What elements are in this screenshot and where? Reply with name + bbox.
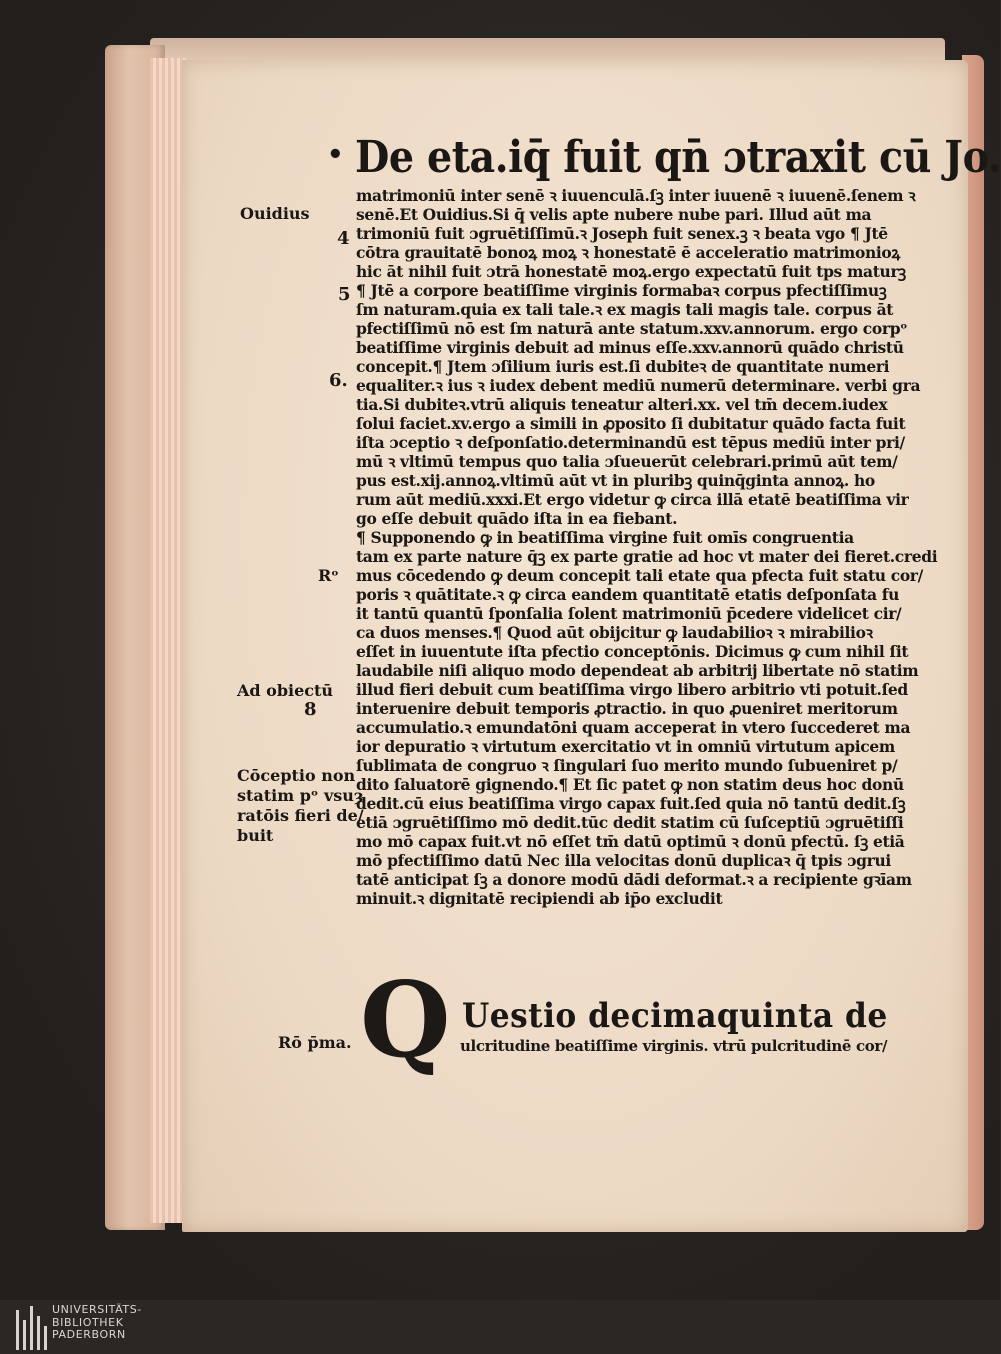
text-line: senē.Et Ouidius.Si q̄ velis apte nubere nube pari. Illud aūt ma (356, 205, 872, 224)
text-line: tatē anticipat ſꝫ a donore modū dādi deformat.ꝛ a recipiente gꝛīam (356, 870, 912, 889)
text-line: ſolui faciet.xv.ergo a simili in ꝓposito ſi dubitatur quādo facta fuit (356, 414, 906, 433)
text-line: eſſet in iuuentute iſta pfectio conceptōnis. Dicimus ꝙ cum nihil ſit (356, 642, 909, 661)
text-line: it tantū quantū ſponſalia ſolent matrimoniū p̄cedere videlicet cir/ (356, 604, 902, 623)
text-line: minuit.ꝛ dignitatē recipiendi ab ip̄o excludit (356, 889, 723, 908)
text-line: etiā ɔgruētiſſimo mō dedit.tūc dedit statim cū ſuſceptiū ɔgruētiſſi (356, 813, 904, 832)
text-line: ¶ Supponendo ꝙ in beatiſſima virgine fuit omīs congruentia (356, 528, 854, 547)
library-name-line1: UNIVERSITÄTS- (52, 1303, 142, 1316)
text-line: tam ex parte nature q̄ꝫ ex parte gratie ad hoc vt mater dei fieret.credi (356, 547, 938, 566)
text-line: dedit.cū eius beatiſſima virgo capax fuit.ſed quia nō tantū dedit.ſꝫ (356, 794, 906, 813)
text-line: illud fieri debuit cum beatiſſima virgo libero arbitrio vti potuit.ſed (356, 680, 908, 699)
margin-number-5: 5 (338, 284, 351, 305)
text-line: poris ꝛ quātitate.ꝛ ꝙ circa eandem quantitatē etatis deſponſata fu (356, 585, 900, 604)
text-line: ſm naturam.quia ex tali tale.ꝛ ex magis tali magis tale. corpus āt (356, 300, 894, 319)
text-line: accumulatio.ꝛ emundatōni quam acceperat in vtero ſuccederet ma (356, 718, 911, 737)
text-line: matrimoniū inter senē ꝛ iuuenculā.ſꝫ inter iuuenē ꝛ iuuenē.ſenem ꝛ (356, 186, 916, 205)
book-cover-top-edge (150, 38, 945, 60)
margin-note-conceptio-3: ratōis fieri de/ (237, 806, 364, 825)
header-ornament: • (327, 140, 344, 170)
text-line: mo mō capax fuit.vt nō eſſet tm̄ datū optimū ꝛ donū pfectū. ſꝫ etiā (356, 832, 905, 851)
text-line: interuenire debuit temporis ꝓtractio. in quo ꝓueniret meritorum (356, 699, 898, 718)
text-line: iſta ɔceptio ꝛ deſponſatio.determinandū est tēpus mediū inter pri/ (356, 433, 905, 452)
text-line: ior depuratio ꝛ virtutum exercitatio vt in omniū virtutum apicem (356, 737, 895, 756)
text-line: equaliter.ꝛ ius ꝛ iudex debent mediū numerū determinare. verbi gra (356, 376, 921, 395)
text-line: cōtra grauitatē bonoꝝ moꝝ ꝛ honestatē ē acceleratio matrimonioꝝ (356, 243, 901, 262)
text-line: tia.Si dubiteꝛ.vtrū aliquis teneatur alteri.xx. vel tm̄ decem.iudex (356, 395, 888, 414)
text-line: ¶ Jtē a corpore beatiſſime virginis formabaꝛ corpus pfectiſſimuꝫ (356, 281, 887, 300)
margin-note-ovidius: Ouidius (240, 204, 310, 223)
text-line: ca duos menses.¶ Quod aūt obijcitur ꝙ laudabilioꝛ ꝛ mirabilioꝛ (356, 623, 873, 642)
question-heading: Uestio decimaquinta de (462, 996, 888, 1036)
library-name-line3: PADERBORN (52, 1328, 126, 1341)
margin-note-ad-obiectu: Ad obiectū (237, 681, 334, 700)
margin-number-6: 6. (329, 370, 348, 391)
text-line: mus cōcedendo ꝙ deum concepit tali etate qua pfecta fuit statu cor/ (356, 566, 923, 585)
text-line: pus est.xij.annoꝝ.vltimū aūt vt in pluribꝫ quinq̄ginta annoꝝ. ho (356, 471, 875, 490)
text-line: rum aūt mediū.xxxi.Et ergo videtur ꝙ circa illā etatē beatiſſima vir (356, 490, 909, 509)
decorated-initial: Q (360, 958, 451, 1081)
library-logo-icon (16, 1306, 56, 1350)
text-line: dito ſaluatorē gignendo.¶ Et ſic patet ꝙ non statim deus hoc donū (356, 775, 904, 794)
margin-number-8: 8 (304, 699, 317, 720)
text-line: hic āt nihil fuit ɔtrā honestatē moꝝ.ergo expectatū fuit tps maturꝫ (356, 262, 906, 281)
text-line: ſublimata de congruo ꝛ ſingulari ſuo merito mundo ſubueniret p/ (356, 756, 898, 775)
text-line: mō pfectiſſimo datū Nec illa velocitas donū duplicaꝛ q̄ tpis ɔgrui (356, 851, 891, 870)
margin-note-conceptio-1: Cōceptio non (237, 766, 356, 785)
question-heading-line2: ulcritudine beatiſſime virginis. vtrū pulcritudinē cor/ (460, 1037, 888, 1055)
margin-note-conceptio-2: statim pᵒ vsuȝ (237, 786, 364, 805)
margin-note-ro-prima: Rō p̄ma. (278, 1033, 352, 1052)
library-footer (0, 1300, 1000, 1354)
margin-note-responsio: Rᵒ (318, 566, 339, 585)
library-name-line2: BIBLIOTHEK (52, 1315, 124, 1329)
library-name (52, 1304, 142, 1342)
text-line: mū ꝛ vltimū tempus quo talia ɔſueuerūt celebrari.primū aūt tem/ (356, 452, 898, 471)
text-line: go eſſe debuit quādo iſta in ea fiebant. (356, 509, 678, 528)
text-line: beatiſſime virginis debuit ad minus eſſe.xxv.annorū quādo christū (356, 338, 904, 357)
text-line: pfectiſſimū nō est ſm naturā ante statum.xxv.annorum. ergo corpᵒ (356, 319, 908, 338)
text-line: trimoniū fuit ɔgruētiſſimū.ꝛ Joseph fuit senex.ꝫ ꝛ beata vgo ¶ Jtē (356, 224, 888, 243)
text-line: concepit.¶ Jtem ɔſilium iuris est.ſi dubiteꝛ de quantitate numeri (356, 357, 890, 376)
margin-note-conceptio-4: buit (237, 826, 274, 845)
margin-number-4: 4 (337, 228, 350, 249)
running-title: De eta.iq̄ fuit qn̄ ɔtraxit cū Jo. (355, 132, 1001, 183)
text-line: laudabile niſi aliquo modo dependeat ab arbitrij libertate nō statim (356, 661, 919, 680)
body-text (356, 186, 938, 908)
